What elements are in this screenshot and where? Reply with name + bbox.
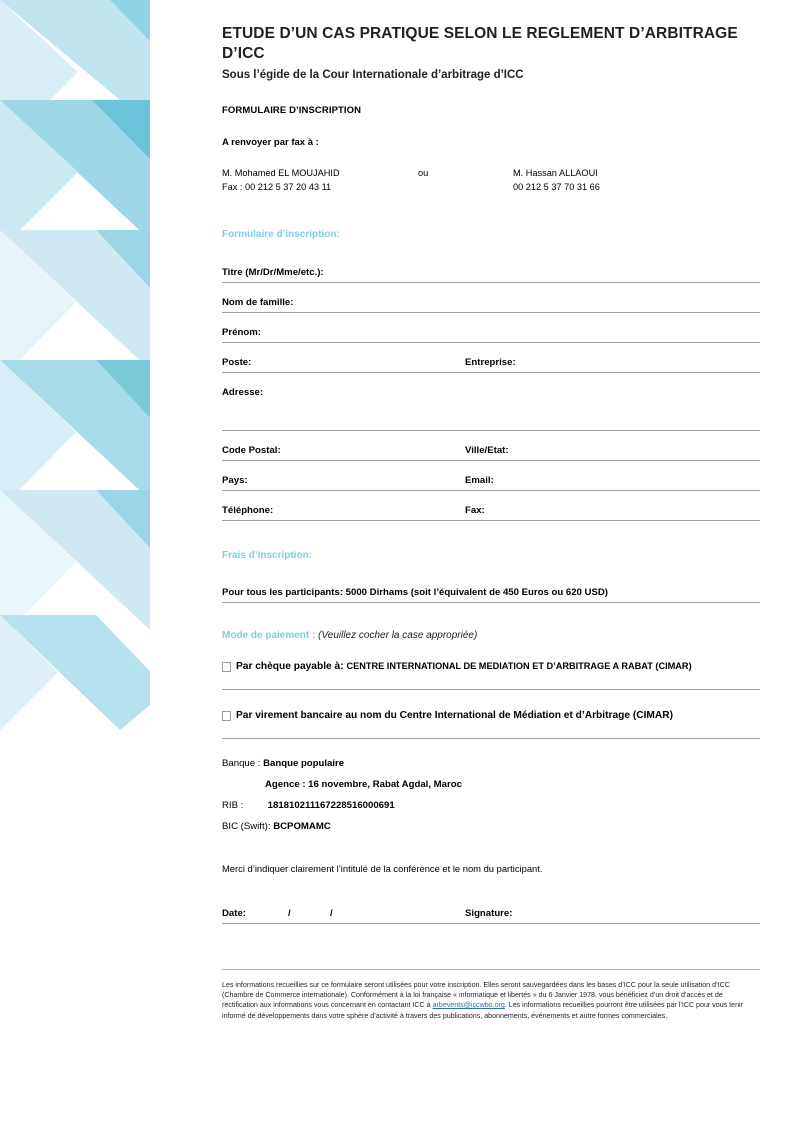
footer-divider [222, 969, 760, 970]
fee-line: Pour tous les participants: 5000 Dirhams (soit l’équivalent de 450 Euros ou 620 USD) [222, 587, 608, 599]
payment-heading-row [222, 630, 760, 641]
contact-right-name: M. Hassan ALLAOUI [513, 168, 598, 179]
contact-left-name: M. Mohamed EL MOUJAHID [222, 168, 340, 179]
date-label: Date: [222, 907, 246, 919]
field-label-poste: Poste: [222, 357, 252, 369]
contact-right [513, 167, 600, 194]
bic-value: BCPOMAMC [273, 820, 331, 832]
field-label-ville: Ville/Etat: [465, 445, 509, 457]
payment-hint: (Veuillez cocher la case appropriée) [318, 630, 478, 642]
field-label-email: Email: [465, 475, 494, 487]
contacts-separator: ou [418, 168, 429, 179]
field-row-codepostal-ville[interactable] [222, 431, 760, 461]
bank-details [222, 759, 760, 843]
contacts-block [222, 167, 760, 197]
contact-left-fax: Fax : 00 212 5 37 20 43 11 [222, 181, 332, 192]
document-content [222, 0, 760, 1021]
field-label-nom: Nom de famille: [222, 297, 294, 309]
signature-row[interactable] [222, 897, 760, 924]
field-row-pays-email[interactable] [222, 461, 760, 491]
section-heading-fees: Frais d’inscription: [222, 550, 313, 562]
fax-instruction: A renvoyer par fax à : [222, 137, 319, 149]
payment-cheque-rule [222, 689, 760, 690]
section-heading-payment: Mode de paiement : [222, 630, 316, 642]
bank-agency: Agence : 16 novembre, Rabat Agdal, Maroc [265, 778, 462, 790]
payment-option-virement-lead: Par virement bancaire [236, 710, 343, 722]
field-row-adresse[interactable] [222, 373, 760, 431]
field-label-pays: Pays: [222, 475, 248, 487]
payment-option-virement[interactable] [222, 709, 760, 724]
field-label-telephone: Téléphone: [222, 505, 274, 517]
field-label-adresse: Adresse: [222, 387, 264, 399]
page-subtitle: Sous l’égide de la Cour Internationale d’arbitrage d’ICC [222, 69, 524, 82]
legal-part-2: . Les informations recueillies pourront être utilisées par l’ICC pour vous tenir informé de développements dans votre sphère d’activité à travers des publications, abonnements, événements et autre formes commerciales. [222, 1001, 743, 1020]
field-row-prenom[interactable] [222, 313, 760, 343]
payment-option-cheque-lead: Par chèque payable à: [236, 661, 344, 673]
bank-row-agency [222, 780, 760, 801]
legal-email-link[interactable]: arbevents@iccwbo.org [432, 1001, 505, 1010]
bank-value: Banque populaire [263, 757, 345, 769]
bank-row-name [222, 759, 760, 780]
bank-row-bic [222, 822, 760, 843]
chevron-graphic [0, 0, 180, 730]
field-label-entreprise: Entreprise: [465, 357, 516, 369]
contact-left [222, 167, 340, 194]
registration-fields [222, 253, 760, 521]
legal-notice [222, 980, 760, 1021]
decorative-chevron-band [0, 0, 180, 730]
field-label-prenom: Prénom: [222, 327, 261, 339]
field-row-telephone-fax[interactable] [222, 491, 760, 521]
date-slash-1: / [288, 907, 291, 919]
field-row-poste-entreprise[interactable] [222, 343, 760, 373]
field-label-codepostal: Code Postal: [222, 445, 281, 457]
checkbox-cheque-icon[interactable] [222, 662, 231, 672]
rib-value: 181810211167228516000691 [267, 799, 395, 811]
form-title: FORMULAIRE D’INSCRIPTION [222, 105, 362, 117]
bic-label: BIC (Swift): [222, 820, 271, 832]
signature-label: Signature: [465, 907, 513, 919]
contact-right-fax: 00 212 5 37 70 31 66 [513, 181, 600, 192]
payment-option-cheque[interactable] [222, 660, 760, 675]
field-label-fax: Fax: [465, 505, 485, 517]
date-slash-2: / [330, 907, 333, 919]
field-label-titre: Titre (Mr/Dr/Mme/etc.): [222, 267, 324, 279]
bank-label: Banque : [222, 757, 261, 769]
section-heading-registration: Formulaire d’inscription: [222, 229, 340, 241]
payment-option-virement-detail: au nom du Centre International de Médiation et d’Arbitrage (CIMAR) [345, 710, 674, 722]
payment-option-cheque-detail: CENTRE INTERNATIONAL DE MEDIATION ET D’ARBITRAGE A RABAT (CIMAR) [346, 661, 692, 672]
page-title: ETUDE D’UN CAS PRATIQUE SELON LE REGLEMENT D’ARBITRAGE D’ICC [222, 25, 738, 63]
checkbox-virement-icon[interactable] [222, 711, 231, 721]
field-row-nom[interactable] [222, 283, 760, 313]
bank-row-rib [222, 801, 760, 822]
rib-label: RIB : [222, 799, 244, 811]
fee-row [222, 576, 760, 603]
payment-notice: Merci d’indiquer clairement l’intitulé de la conférence et le nom du participant. [222, 862, 543, 874]
legal-part-1: Les informations recueillies sur ce formulaire seront utilisées pour votre inscription. Elles seront sauvegardées dans les bases d’ICC pour la seule utilisation d’ICC (Chambre de Commerce internationale). Conformément à la loi française « informatique et libertés » du 6 Janvier 1978, vous bénéficiez d’un droit d’accès et de rectification aux informations vous concernant en contactant ICC à [222, 980, 730, 1010]
payment-virement-rule [222, 738, 760, 739]
field-row-titre[interactable] [222, 253, 760, 283]
